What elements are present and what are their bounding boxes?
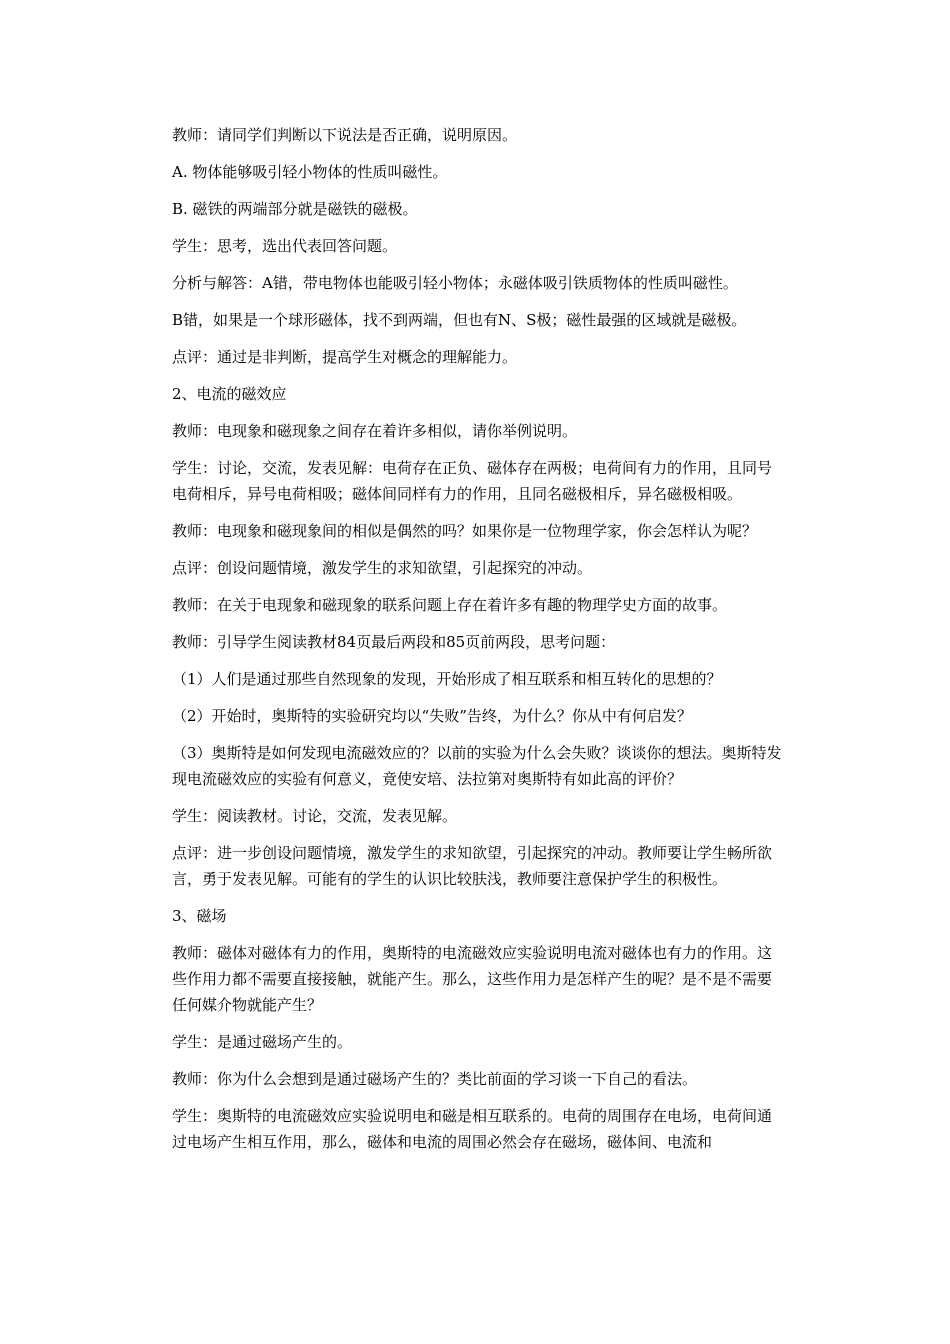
- question-2: （2）开始时，奥斯特的实验研究均以“失败”告终，为什么？你从中有何启发？: [172, 707, 692, 725]
- paragraph-teacher-similarity: 教师：电现象和磁现象之间存在着许多相似，请你举例说明。: [172, 422, 578, 440]
- paragraph-comment-1: 点评：通过是非判断，提高学生对概念的理解能力。: [172, 348, 518, 366]
- paragraph-teacher-question: 教师：请同学们判断以下说法是否正确，说明原因。: [172, 126, 518, 144]
- question-3: （3）奥斯特是如何发现电流磁效应的？以前的实验为什么会失败？谈谈你的想法。奥斯特发现电流磁效应的实验有何意义，竟使安培、法拉第对奥斯特有如此高的评价？: [172, 744, 782, 788]
- paragraph-teacher-reading: 教师：引导学生阅读教材84页最后两段和85页前两段，思考问题：: [172, 633, 616, 651]
- paragraph-student-answer: 学生：是通过磁场产生的。: [172, 1033, 353, 1051]
- paragraph-option-b: B. 磁铁的两端部分就是磁铁的磁极。: [172, 200, 418, 218]
- paragraph-option-a: A. 物体能够吸引轻小物体的性质叫磁性。: [172, 163, 448, 181]
- paragraph-student-think: 学生：思考，选出代表回答问题。: [172, 237, 398, 255]
- paragraph-student-read: 学生：阅读教材。讨论，交流，发表见解。: [172, 807, 458, 825]
- paragraph-student-explain: 学生：奥斯特的电流磁效应实验说明电和磁是相互联系的。电荷的周围存在电场，电荷间通过电场产生相互作用，那么，磁体和电流的周围必然会存在磁场，磁体间、电流和: [172, 1107, 773, 1151]
- paragraph-teacher-field: 教师：磁体对磁体有力的作用，奥斯特的电流磁效应实验说明电流对磁体也有力的作用。这些作用力都不需要直接接触，就能产生。那么，这些作用力是怎样产生的呢？是不是不需要任何媒介物就能产生？: [172, 944, 773, 1014]
- section-heading-2: 2、电流的磁效应: [172, 385, 287, 403]
- paragraph-student-discuss: 学生：讨论，交流，发表见解：电荷存在正负、磁体存在两极；电荷间有力的作用，且同号电荷相斥，异号电荷相吸；磁体间同样有力的作用，且同名磁极相斥，异名磁极相吸。: [172, 459, 773, 503]
- document-body: [172, 122, 784, 1166]
- paragraph-teacher-coincidence: 教师：电现象和磁现象间的相似是偶然的吗？如果你是一位物理学家，你会怎样认为呢？: [172, 522, 758, 540]
- paragraph-comment-2: 点评：创设问题情境，激发学生的求知欲望，引起探究的冲动。: [172, 559, 593, 577]
- paragraph-teacher-why: 教师：你为什么会想到是通过磁场产生的？类比前面的学习谈一下自己的看法。: [172, 1070, 698, 1088]
- paragraph-comment-3: 点评：进一步创设问题情境，激发学生的求知欲望，引起探究的冲动。教师要让学生畅所欲言，勇于发表见解。可能有的学生的认识比较肤浅，教师要注意保护学生的积极性。: [172, 844, 773, 888]
- paragraph-analysis-a: 分析与解答：A错，带电物体也能吸引轻小物体；永磁体吸引铁质物体的性质叫磁性。: [172, 274, 738, 292]
- section-heading-3: 3、磁场: [172, 907, 227, 925]
- question-1: （1）人们是通过那些自然现象的发现，开始形成了相互联系和相互转化的思想的？: [172, 670, 722, 688]
- paragraph-teacher-history: 教师：在关于电现象和磁现象的联系问题上存在着许多有趣的物理学史方面的故事。: [172, 596, 728, 614]
- paragraph-analysis-b: B错，如果是一个球形磁体，找不到两端，但也有N、S极；磁性最强的区域就是磁极。: [172, 311, 747, 329]
